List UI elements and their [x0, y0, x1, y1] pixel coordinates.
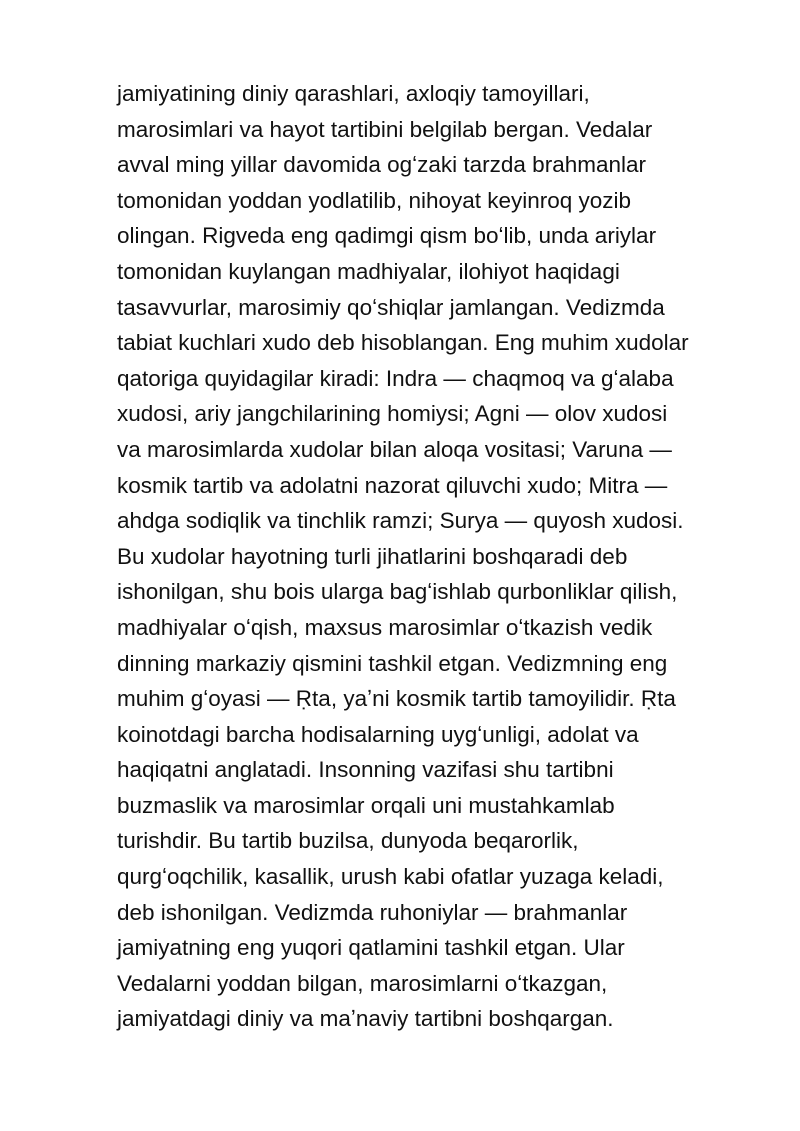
text-line: Bu xudolar hayotning turli jihatlarini boshqaradi deb: [117, 543, 628, 569]
text-line: tomonidan kuylangan madhiyalar, ilohiyot haqidagi: [117, 258, 620, 284]
text-line: haqiqatni anglatadi. Insonning vazifasi shu tartibni: [117, 757, 614, 783]
text-line: marosimlari va hayot tartibini belgilab bergan. Vedalar: [117, 116, 653, 142]
text-line: koinotdagi barcha hodisalarning uygʻunligi, adolat va: [117, 721, 639, 747]
text-line: kosmik tartib va adolatni nazorat qiluvchi xudo; Mitra —: [117, 472, 668, 498]
text-line: qatoriga quyidagilar kiradi: Indra — chaqmoq va gʻalaba: [117, 365, 674, 391]
text-line: Vedalarni yoddan bilgan, marosimlarni oʻtkazgan,: [117, 970, 608, 996]
text-line: xudosi, ariy jangchilarining homiysi; Agni — olov xudosi: [117, 401, 668, 427]
text-line: avval ming yillar davomida ogʻzaki tarzda brahmanlar: [117, 152, 646, 178]
text-line: qurgʻoqchilik, kasallik, urush kabi ofatlar yuzaga keladi,: [117, 864, 664, 890]
text-line: turishdir. Bu tartib buzilsa, dunyoda beqarorlik,: [117, 828, 579, 854]
text-line: tabiat kuchlari xudo deb hisoblangan. Eng muhim xudolar: [117, 330, 689, 356]
body-paragraph: [117, 76, 757, 1037]
text-line: tomonidan yoddan yodlatilib, nihoyat keyinroq yozib: [117, 187, 632, 213]
text-line: buzmaslik va marosimlar orqali uni mustahkamlab: [117, 792, 615, 818]
text-line: dinning markaziy qismini tashkil etgan. Vedizmning eng: [117, 650, 668, 676]
text-line: jamiyatning eng yuqori qatlamini tashkil etgan. Ular: [117, 935, 625, 961]
text-line: jamiyatining diniy qarashlari, axloqiy tamoyillari,: [117, 81, 590, 106]
text-line: olingan. Rigveda eng qadimgi qism boʻlib, unda ariylar: [117, 223, 657, 249]
text-line: jamiyatdagi diniy va maʼnaviy tartibni boshqargan.: [117, 1006, 614, 1032]
text-line: va marosimlarda xudolar bilan aloqa vositasi; Varuna —: [117, 436, 672, 462]
text-line: ishonilgan, shu bois ularga bagʻishlab qurbonliklar qilish,: [117, 579, 678, 605]
text-line: tasavvurlar, marosimiy qoʻshiqlar jamlangan. Vedizmda: [117, 294, 665, 320]
text-line: ahdga sodiqlik va tinchlik ramzi; Surya — quyosh xudosi.: [117, 508, 684, 534]
text-line: madhiyalar oʻqish, maxsus marosimlar oʻtkazish vedik: [117, 614, 653, 640]
text-line: muhim gʻoyasi — Ṛta, yaʼni kosmik tartib tamoyilidir. Ṛta: [117, 686, 676, 712]
text-line: deb ishonilgan. Vedizmda ruhoniylar — brahmanlar: [117, 899, 628, 925]
